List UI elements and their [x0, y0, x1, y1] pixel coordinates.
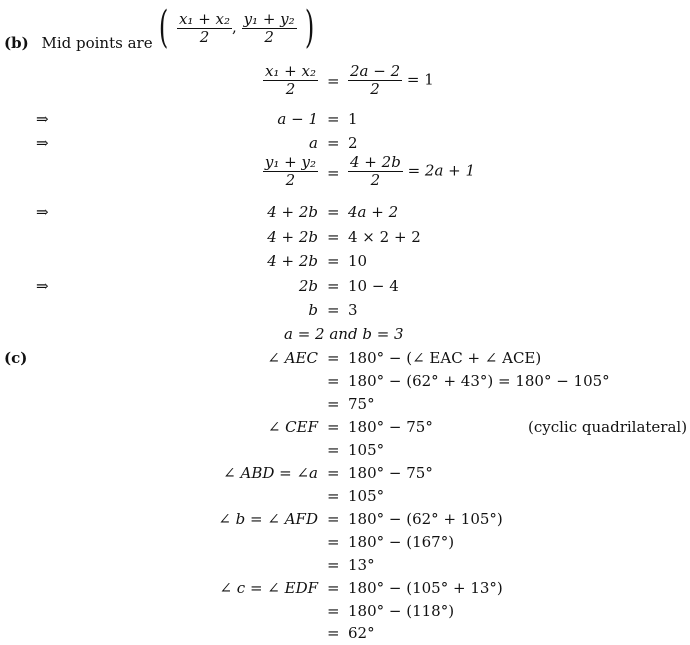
eq-c5-rhs: 105°: [348, 441, 385, 459]
eq-c3-rhs: 75°: [348, 395, 375, 413]
eq-sign: =: [327, 556, 340, 574]
implies-arrow: ⇒: [36, 110, 49, 128]
eq-c8-lhs: ∠ b = ∠ AFD: [218, 510, 318, 528]
part-b-label: (b): [4, 34, 29, 52]
eq-line-9-rhs: 3: [348, 301, 358, 319]
eq-line-1-lhs: $\frac{\text{x₁ + x₂}}{2}$: [264, 62, 316, 98]
eq-sign: =: [327, 602, 340, 620]
eq-line-5-lhs: 4 + 2b: [267, 203, 318, 221]
eq-sign: =: [327, 301, 340, 319]
part-b-header: [4, 34, 153, 52]
eq-sign: =: [327, 624, 340, 642]
eq-c6-rhs: 180° − 75°: [348, 464, 433, 482]
eq-line-8-rhs: 10 − 4: [348, 277, 399, 295]
eq-line-4-rhs: $\frac{4 + 2b}{2}$ = 2a + 1: [350, 153, 476, 189]
eq-sign: =: [327, 418, 340, 436]
part-b-conclusion: a = 2 and b = 3: [284, 325, 404, 343]
eq-c4-rhs: 180° − 75°: [348, 418, 433, 436]
eq-sign: =: [327, 72, 340, 90]
eq-line-9-lhs: b: [308, 301, 318, 319]
eq-sign: =: [327, 372, 340, 390]
eq-sign: =: [327, 203, 340, 221]
implies-arrow: ⇒: [36, 203, 49, 221]
midpoint-intro: Mid points are: [41, 34, 153, 52]
eq-sign: =: [327, 510, 340, 528]
eq-line-7-rhs: 10: [348, 252, 368, 270]
eq-sign: =: [327, 252, 340, 270]
eq-sign: =: [327, 533, 340, 551]
midpoint-y-numerator: y₁ + y₂: [243, 9, 295, 28]
eq-c11-lhs: ∠ c = ∠ EDF: [219, 579, 318, 597]
eq-line-6-rhs: 4 × 2 + 2: [348, 228, 421, 246]
eq-line-6-lhs: 4 + 2b: [267, 228, 318, 246]
eq-sign: =: [327, 110, 340, 128]
cyclic-quadrilateral-note: (cyclic quadrilateral): [528, 418, 688, 436]
eq-sign: =: [327, 441, 340, 459]
eq-sign: =: [327, 134, 340, 152]
eq-line-4-lhs: $\frac{\text{y₁ + y₂}}{2}$: [264, 153, 316, 189]
implies-arrow: ⇒: [36, 277, 49, 295]
part-c-label: (c): [4, 349, 28, 367]
eq-line-3-rhs: 2: [348, 134, 358, 152]
midpoint-y-denominator: 2: [264, 27, 274, 46]
eq-line-1-rhs: $\frac{2a - 2}{2}$ = 1: [350, 62, 434, 98]
midpoint-x-denominator: 2: [199, 27, 210, 46]
eq-c6-lhs: ∠ ABD = ∠a: [223, 464, 318, 482]
eq-c8-rhs: 180° − (62° + 105°): [348, 510, 503, 528]
eq-sign: =: [327, 487, 340, 505]
eq-line-7-lhs: 4 + 2b: [267, 252, 318, 270]
eq-sign: =: [327, 464, 340, 482]
eq-sign: =: [327, 395, 340, 413]
eq-line-3-lhs: a: [309, 134, 318, 152]
eq-sign: =: [327, 349, 340, 367]
midpoint-formula: ( $\frac{\text{x₁ + x₂}}{2}$ , $\frac{\text{y₁ + y₂}}{2}$ ): [158, 2, 315, 53]
eq-line-8-lhs: 2b: [298, 277, 318, 295]
eq-c7-rhs: 105°: [348, 487, 385, 505]
midpoint-x-numerator: x₁ + x₂: [178, 9, 231, 28]
eq-c2-rhs: 180° − (62° + 43°) = 180° − 105°: [348, 372, 610, 390]
eq-c10-rhs: 13°: [348, 556, 375, 574]
eq-line-5-rhs: 4a + 2: [348, 203, 399, 221]
eq-sign: =: [327, 579, 340, 597]
eq-c1-lhs: ∠ AEC: [267, 349, 318, 367]
eq-sign: =: [327, 277, 340, 295]
eq-line-2-lhs: a − 1: [277, 110, 318, 128]
eq-c4-lhs: ∠ CEF: [267, 418, 318, 436]
eq-c11-rhs: 180° − (105° + 13°): [348, 579, 503, 597]
eq-sign: =: [327, 228, 340, 246]
eq-c13-rhs: 62°: [348, 624, 375, 642]
eq-c12-rhs: 180° − (118°): [348, 602, 455, 620]
eq-c9-rhs: 180° − (167°): [348, 533, 455, 551]
eq-line-2-rhs: 1: [348, 110, 358, 128]
eq-sign: =: [327, 164, 340, 182]
implies-arrow: ⇒: [36, 134, 49, 152]
eq-c1-rhs: 180° − (∠ EAC + ∠ ACE): [348, 349, 542, 367]
